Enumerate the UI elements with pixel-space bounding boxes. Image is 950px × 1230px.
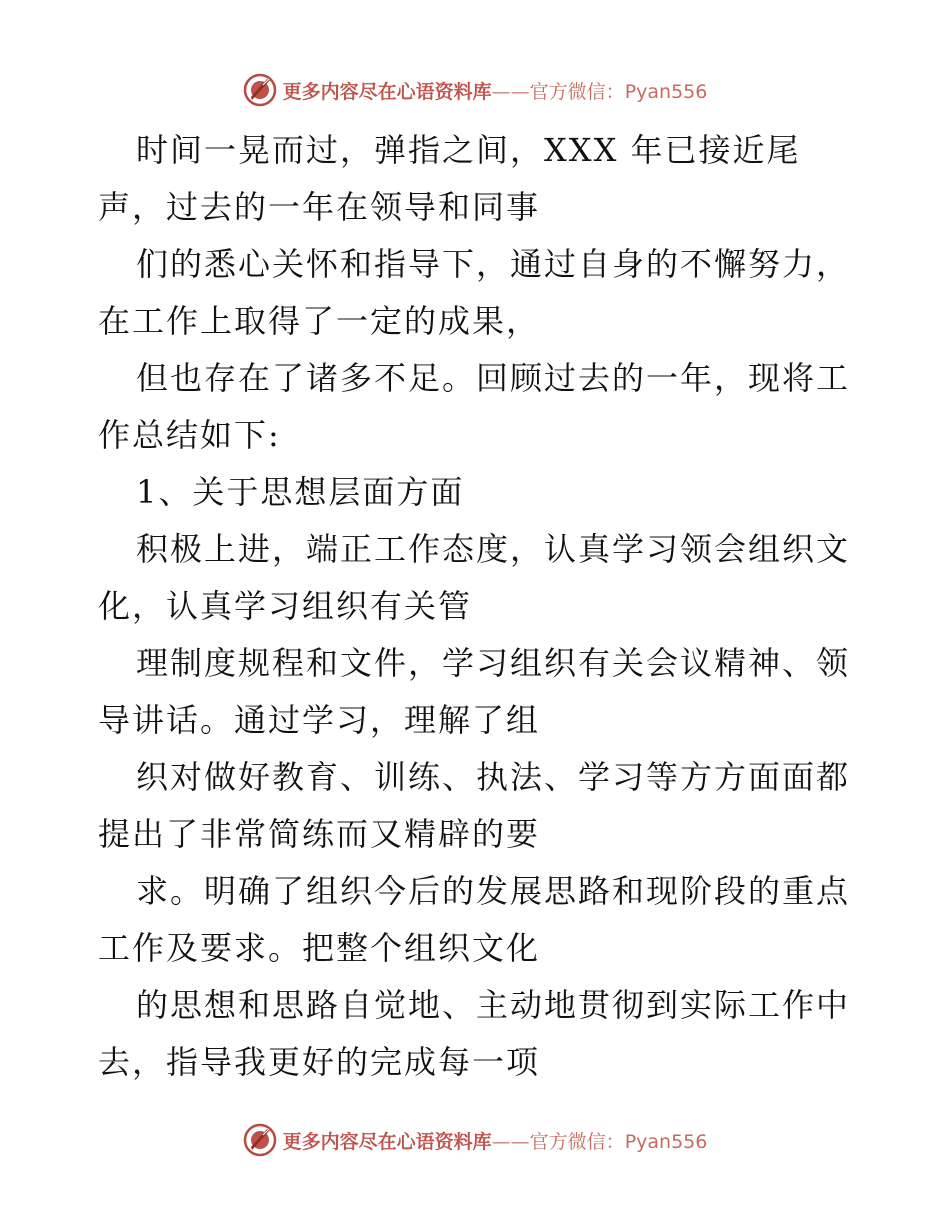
footer-banner	[0, 1120, 950, 1160]
header-banner	[0, 70, 950, 110]
quill-pen-logo-icon	[243, 73, 277, 107]
body-paragraph-7: 织对做好教育、训练、执法、学习等方方面面都提出了非常简练而又精辟的要	[98, 758, 851, 853]
body-paragraph-6: 理制度规程和文件，学习组织有关会议精神、领导讲话。通过学习，理解了组	[98, 644, 851, 739]
document-body	[98, 122, 858, 1091]
header-dash: ——	[491, 80, 530, 103]
body-paragraph-3: 但也存在了诸多不足。回顾过去的一年，现将工作总结如下:	[98, 359, 851, 454]
footer-wechat-id: Pyan556	[624, 1130, 708, 1153]
body-paragraph-2: 们的悉心关怀和指导下，通过自身的不懈努力，在工作上取得了一定的成果，	[98, 245, 851, 340]
header-brand: 更多内容尽在心语资料库	[282, 80, 492, 103]
footer-dash: ——	[491, 1130, 530, 1153]
footer-wechat-label: 官方微信：	[529, 1130, 625, 1153]
quill-pen-logo-icon	[243, 1123, 277, 1157]
body-paragraph-5: 积极上进，端正工作态度，认真学习领会组织文化，认真学习组织有关管	[98, 530, 851, 625]
footer-brand: 更多内容尽在心语资料库	[282, 1130, 492, 1153]
header-wechat-label: 官方微信：	[529, 80, 625, 103]
footer-text	[283, 1127, 708, 1154]
header-text	[283, 77, 708, 104]
body-paragraph-1: 时间一晃而过，弹指之间，XXX 年已接近尾声，过去的一年在领导和同事	[98, 131, 801, 226]
section-heading: 1、关于思想层面方面	[136, 473, 465, 511]
body-paragraph-8: 求。明确了组织今后的发展思路和现阶段的重点工作及要求。把整个组织文化	[98, 872, 851, 967]
body-paragraph-9: 的思想和思路自觉地、主动地贯彻到实际工作中去，指导我更好的完成每一项	[98, 986, 851, 1081]
header-wechat-id: Pyan556	[624, 80, 708, 103]
